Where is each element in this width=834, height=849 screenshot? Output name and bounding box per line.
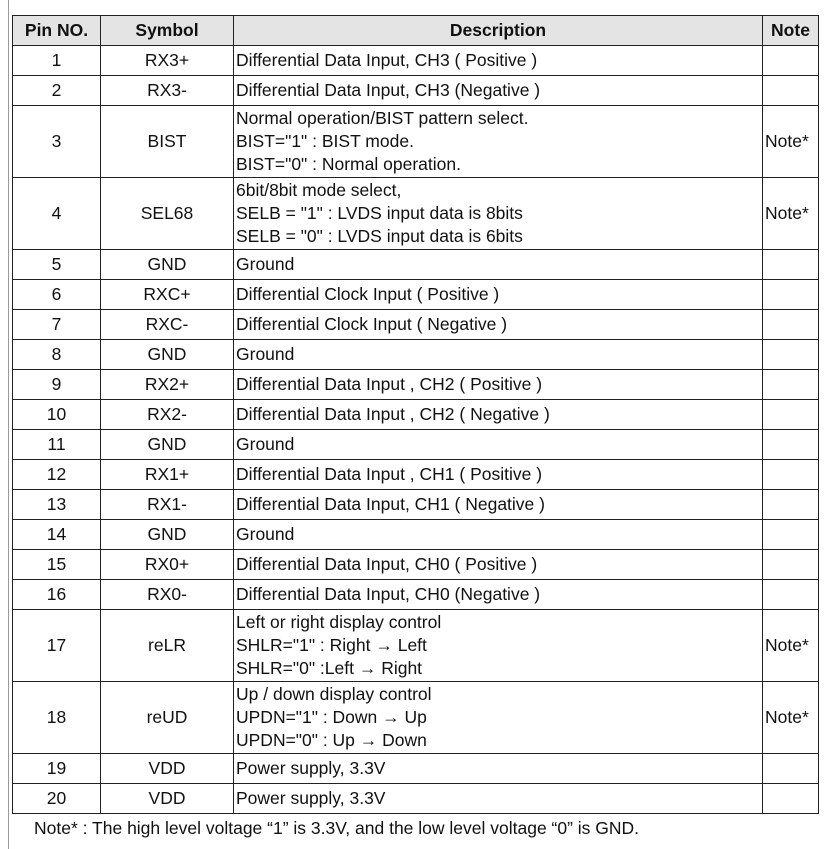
symbol-cell: reLR (101, 610, 234, 682)
description-cell (234, 430, 763, 460)
pin-number-cell: 14 (13, 520, 101, 550)
note-cell (763, 520, 819, 550)
description-line: Up / down display control (236, 684, 432, 704)
note-cell (763, 280, 819, 310)
description-cell (234, 754, 763, 784)
description-line: Normal operation/BIST pattern select. (236, 108, 529, 128)
table-row (13, 400, 819, 430)
header-symbol: Symbol (101, 16, 234, 46)
symbol-cell: RX3+ (101, 46, 234, 76)
description-cell (234, 340, 763, 370)
note-cell: Note* (763, 178, 819, 250)
header-description: Description (234, 16, 763, 46)
table-row (13, 106, 819, 178)
table-row (13, 280, 819, 310)
description-cell (234, 580, 763, 610)
note-cell (763, 754, 819, 784)
note-cell: Note* (763, 106, 819, 178)
symbol-cell: GND (101, 520, 234, 550)
pin-number-cell: 11 (13, 430, 101, 460)
description-line: BIST="1" : BIST mode. (236, 131, 414, 151)
table-row (13, 784, 819, 814)
description-line: Ground (236, 524, 295, 544)
description-line: SHLR="0" :Left → Right (236, 658, 423, 678)
note-cell (763, 490, 819, 520)
symbol-cell: RX0+ (101, 550, 234, 580)
pin-number-cell: 13 (13, 490, 101, 520)
symbol-cell: reUD (101, 682, 234, 754)
note-cell (763, 784, 819, 814)
description-cell (234, 178, 763, 250)
description-line: Differential Data Input , CH1 ( Positive ) (236, 464, 543, 484)
description-cell (234, 106, 763, 178)
symbol-cell: RXC+ (101, 280, 234, 310)
pin-number-cell: 8 (13, 340, 101, 370)
table-row (13, 460, 819, 490)
symbol-cell: RX1- (101, 490, 234, 520)
description-line: Left or right display control (236, 612, 442, 632)
description-line: Differential Data Input , CH2 ( Positive ) (236, 374, 543, 394)
note-cell (763, 460, 819, 490)
table-row (13, 754, 819, 784)
symbol-cell: VDD (101, 784, 234, 814)
description-line: SELB = "1" : LVDS input data is 8bits (236, 203, 523, 223)
description-line: Power supply, 3.3V (236, 758, 386, 778)
description-line: UPDN="0" : Up → Down (236, 730, 427, 750)
pin-number-cell: 5 (13, 250, 101, 280)
symbol-cell: RX0- (101, 580, 234, 610)
description-line: Ground (236, 434, 295, 454)
table-row (13, 550, 819, 580)
description-line: BIST="0" : Normal operation. (236, 154, 461, 174)
description-line: SHLR="1" : Right → Left (236, 635, 427, 655)
description-cell (234, 310, 763, 340)
pin-number-cell: 12 (13, 460, 101, 490)
table-row (13, 490, 819, 520)
pin-number-cell: 19 (13, 754, 101, 784)
description-line: Differential Clock Input ( Negative ) (236, 314, 508, 334)
pin-number-cell: 17 (13, 610, 101, 682)
table-row (13, 370, 819, 400)
description-line: Differential Data Input, CH0 (Negative ) (236, 584, 541, 604)
description-cell (234, 610, 763, 682)
table-body (13, 46, 819, 814)
pin-number-cell: 20 (13, 784, 101, 814)
description-line: Ground (236, 344, 295, 364)
footnote: Note* : The high level voltage “1” is 3.3V, and the low level voltage “0” is GND. (34, 818, 640, 838)
description-line: Ground (236, 254, 295, 274)
note-cell: Note* (763, 682, 819, 754)
description-cell (234, 400, 763, 430)
pin-number-cell: 9 (13, 370, 101, 400)
note-cell (763, 400, 819, 430)
symbol-cell: SEL68 (101, 178, 234, 250)
page-edge-rule (8, 0, 9, 849)
description-cell (234, 76, 763, 106)
symbol-cell: GND (101, 340, 234, 370)
table-row (13, 310, 819, 340)
pin-number-cell: 16 (13, 580, 101, 610)
symbol-cell: GND (101, 250, 234, 280)
pin-number-cell: 4 (13, 178, 101, 250)
pin-number-cell: 7 (13, 310, 101, 340)
symbol-cell: RX3- (101, 76, 234, 106)
description-line: 6bit/8bit mode select, (236, 180, 402, 200)
description-line: Differential Data Input, CH1 ( Negative ) (236, 494, 545, 514)
description-line: Differential Data Input, CH3 ( Positive ) (236, 50, 538, 70)
symbol-cell: GND (101, 430, 234, 460)
note-cell (763, 550, 819, 580)
table-row (13, 610, 819, 682)
pin-number-cell: 18 (13, 682, 101, 754)
pin-number-cell: 10 (13, 400, 101, 430)
table-row (13, 682, 819, 754)
note-cell (763, 250, 819, 280)
symbol-cell: RX2+ (101, 370, 234, 400)
description-line: Differential Data Input, CH3 (Negative ) (236, 80, 541, 100)
description-cell (234, 682, 763, 754)
symbol-cell: RXC- (101, 310, 234, 340)
description-cell (234, 280, 763, 310)
description-cell (234, 784, 763, 814)
description-line: UPDN="1" : Down → Up (236, 707, 427, 727)
description-line: SELB = "0" : LVDS input data is 6bits (236, 226, 523, 246)
description-cell (234, 520, 763, 550)
note-cell (763, 580, 819, 610)
table-row (13, 178, 819, 250)
note-cell (763, 310, 819, 340)
pin-number-cell: 2 (13, 76, 101, 106)
description-line: Differential Data Input , CH2 ( Negative ) (236, 404, 550, 424)
note-cell (763, 46, 819, 76)
description-line: Differential Data Input, CH0 ( Positive ) (236, 554, 538, 574)
note-cell (763, 370, 819, 400)
pin-number-cell: 1 (13, 46, 101, 76)
pin-number-cell: 3 (13, 106, 101, 178)
symbol-cell: RX1+ (101, 460, 234, 490)
note-cell (763, 340, 819, 370)
table-row (13, 430, 819, 460)
symbol-cell: RX2- (101, 400, 234, 430)
description-cell (234, 370, 763, 400)
description-cell (234, 460, 763, 490)
table-row (13, 46, 819, 76)
table-row (13, 250, 819, 280)
description-line: Power supply, 3.3V (236, 788, 386, 808)
description-cell (234, 250, 763, 280)
table-row (13, 520, 819, 550)
description-line: Differential Clock Input ( Positive ) (236, 284, 500, 304)
description-cell (234, 490, 763, 520)
pin-number-cell: 6 (13, 280, 101, 310)
pin-assignment-table (12, 15, 819, 814)
table-row (13, 76, 819, 106)
note-cell (763, 430, 819, 460)
header-note: Note (763, 16, 819, 46)
symbol-cell: VDD (101, 754, 234, 784)
header-pin-no: Pin NO. (13, 16, 101, 46)
note-cell: Note* (763, 610, 819, 682)
description-cell (234, 46, 763, 76)
note-cell (763, 76, 819, 106)
table-row (13, 340, 819, 370)
symbol-cell: BIST (101, 106, 234, 178)
table-header-row (13, 16, 819, 46)
pin-number-cell: 15 (13, 550, 101, 580)
table-row (13, 580, 819, 610)
description-cell (234, 550, 763, 580)
